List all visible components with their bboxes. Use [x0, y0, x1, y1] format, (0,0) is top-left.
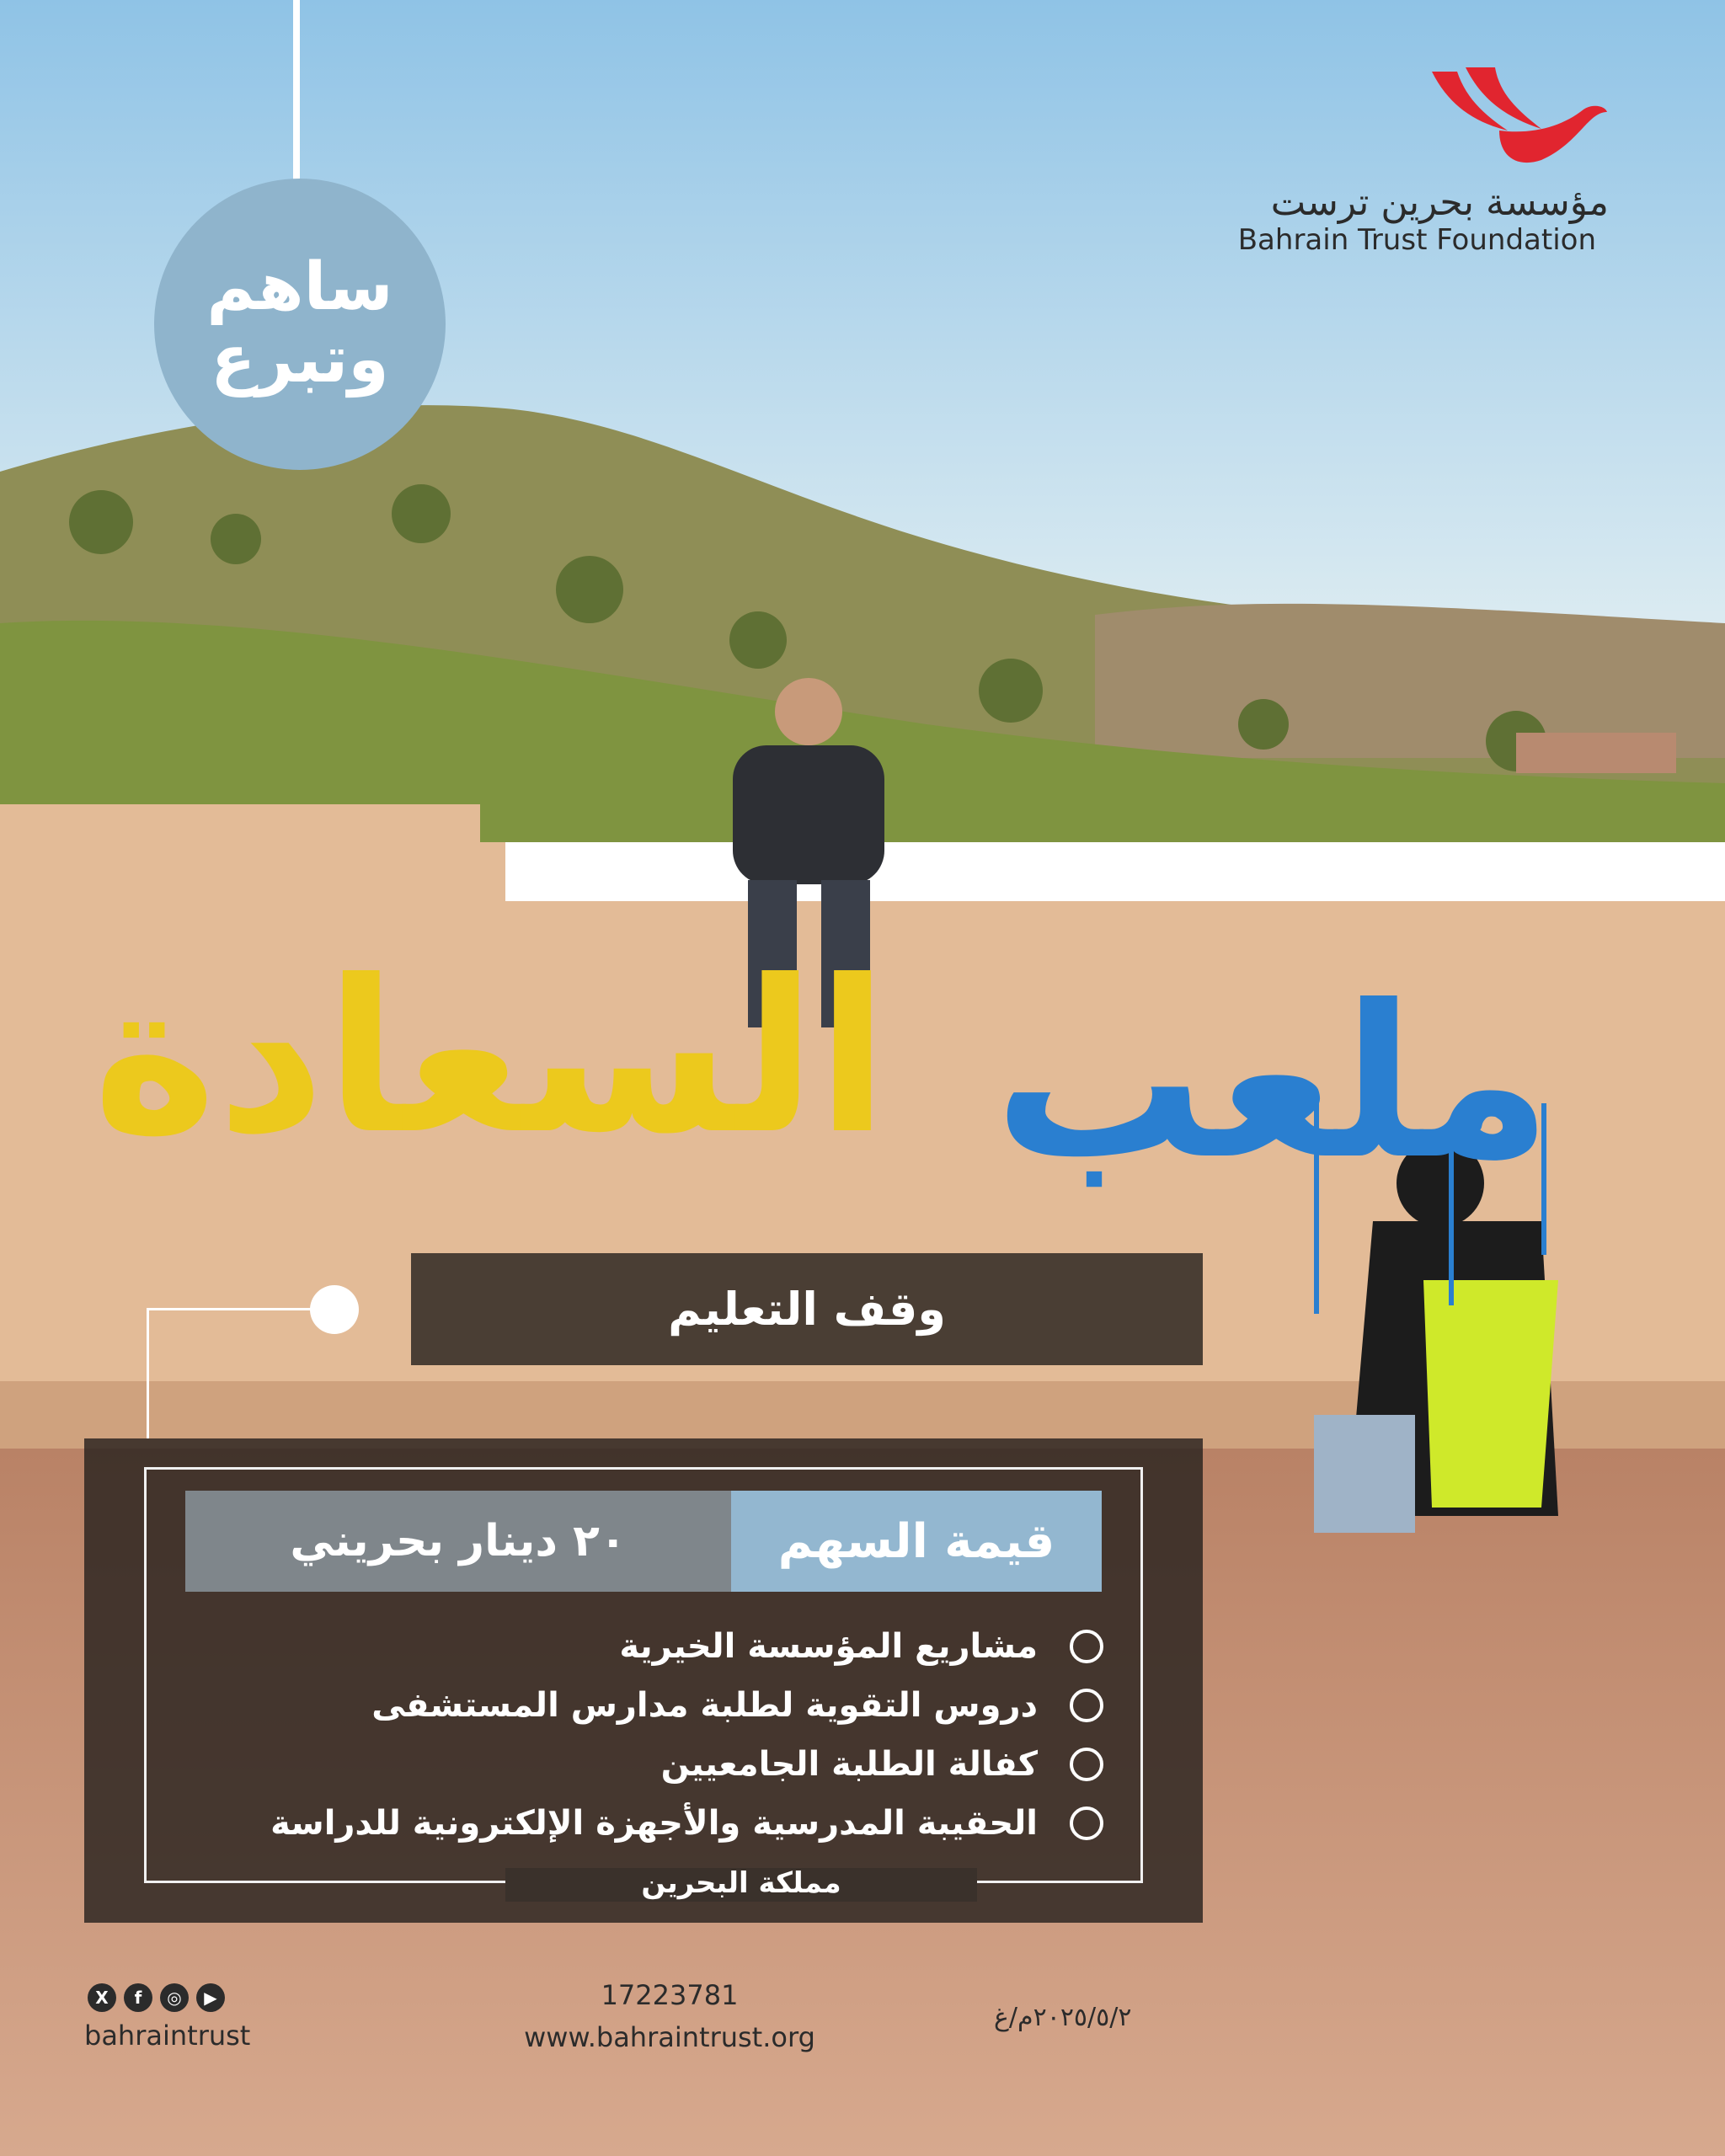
share-value: ٢٠ دينار بحريني — [185, 1491, 731, 1592]
phone-number: 17223781 — [601, 1979, 739, 2011]
top-vertical-line — [293, 0, 300, 184]
social-handle: bahraintrust — [84, 2020, 251, 2052]
radio-circle-icon — [1070, 1630, 1103, 1663]
campaign-title: وقف التعليم — [411, 1253, 1203, 1365]
share-row — [185, 1491, 1102, 1592]
project-list — [253, 1617, 1103, 1853]
graffiti-blue: ملعب — [994, 960, 1552, 1205]
website-link[interactable]: www.bahraintrust.org — [524, 2021, 815, 2053]
logo-name-ar: مؤسسة بحرين ترست — [1270, 181, 1609, 224]
list-item: مشاريع المؤسسة الخيرية — [253, 1617, 1103, 1676]
connector-dot — [310, 1285, 359, 1334]
foundation-logo — [1237, 63, 1609, 257]
donate-badge — [154, 179, 446, 470]
youtube-icon[interactable]: ▶ — [196, 1983, 225, 2012]
graffiti-yellow: السعادة — [93, 935, 889, 1180]
instagram-icon[interactable]: ◎ — [160, 1983, 189, 2012]
facebook-icon[interactable]: f — [124, 1983, 152, 2012]
date-label: ٢٠٢٥/٥/٢م/غ — [994, 2003, 1132, 2032]
connector-line — [147, 1308, 335, 1310]
radio-circle-icon — [1070, 1748, 1103, 1781]
bird-logo-icon — [1415, 63, 1609, 173]
list-item: كفالة الطلبة الجامعيين — [253, 1735, 1103, 1794]
connector-line-vertical — [147, 1308, 149, 1438]
x-icon[interactable]: X — [88, 1983, 116, 2012]
badge-line1: ساهم — [206, 249, 393, 326]
share-label: قيمة السهم — [731, 1491, 1102, 1592]
radio-circle-icon — [1070, 1689, 1103, 1722]
social-icons — [88, 1983, 225, 2012]
region-label: مملكة البحرين — [641, 1866, 841, 1900]
badge-line2: وتبرع — [211, 322, 389, 398]
list-item: دروس التقوية لطلبة مدارس المستشفى — [253, 1676, 1103, 1735]
buildings — [1516, 733, 1676, 773]
list-item: الحقيبة المدرسية والأجهزة الإلكترونية للدراسة — [253, 1794, 1103, 1853]
radio-circle-icon — [1070, 1806, 1103, 1840]
logo-name-en: Bahrain Trust Foundation — [1237, 223, 1596, 257]
